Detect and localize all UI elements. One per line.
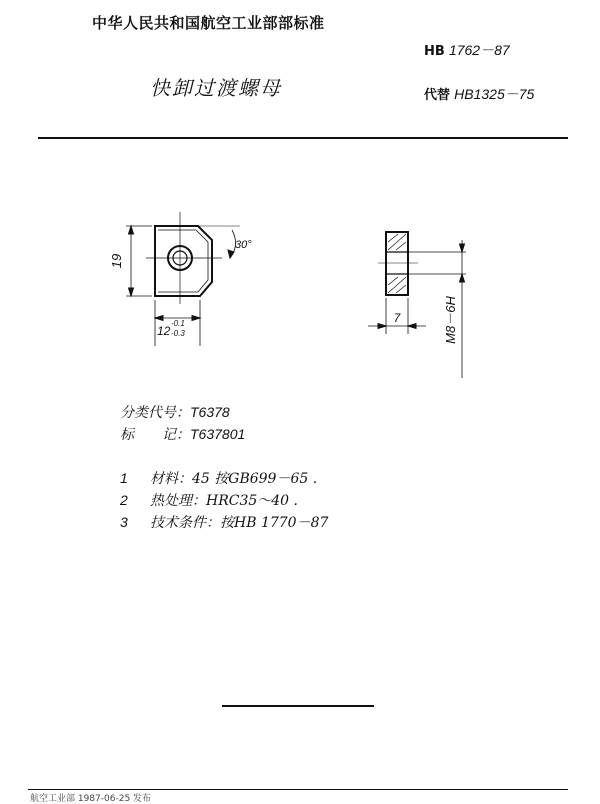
ministry-heading: 中华人民共和国航空工业部部标准 — [92, 14, 325, 32]
width-arrow-left — [155, 316, 163, 321]
classification-code — [120, 402, 230, 422]
width-tolerance-lower: -0.3 — [171, 329, 185, 338]
replaces-prefix: 代替 — [424, 88, 451, 103]
requirement-item — [120, 490, 298, 510]
requirement-index: 2 — [120, 492, 128, 508]
marking-label: 标 记： — [120, 427, 190, 443]
thickness-arrow-right — [408, 324, 416, 329]
thickness-label: 7 — [393, 311, 401, 325]
height-arrow-bottom — [129, 288, 134, 296]
requirement-index: 1 — [120, 470, 128, 486]
angle-arrow — [228, 250, 234, 258]
requirement-label: 热处理： — [150, 493, 206, 509]
height-label: 19 — [109, 253, 124, 269]
requirement-label: 技术条件： — [150, 515, 220, 531]
replaces-number-value: HB1325－75 — [454, 86, 535, 102]
footer-rule — [28, 789, 568, 790]
requirement-item — [120, 512, 328, 532]
thickness-arrow-left — [378, 324, 386, 329]
requirement-value: 按HB 1770－87 — [220, 515, 329, 531]
width-tolerance-upper: -0.1 — [171, 319, 185, 328]
nut-inner-outline — [158, 230, 208, 292]
requirement-value: 45 按GB699－65 . — [192, 471, 318, 487]
width-label: 12 — [157, 324, 171, 338]
section-hatching — [388, 234, 406, 293]
classification-value: T6378 — [190, 404, 230, 420]
side-outline — [386, 232, 408, 295]
standard-prefix: HB — [424, 44, 445, 59]
footer-text: 航空工业部 1987-06-25 发布 — [30, 794, 152, 804]
thread-arrow-bottom — [460, 274, 465, 282]
classification-label: 分类代号： — [120, 405, 190, 421]
standard-number-value: 1762－87 — [448, 42, 510, 58]
requirement-item — [120, 468, 317, 488]
requirement-value: HRC35～40 . — [206, 493, 298, 509]
marking-code — [120, 424, 245, 444]
thread-label: M8－6H — [443, 296, 458, 344]
width-arrow-right — [192, 316, 200, 321]
document-title: 快卸过渡螺母 — [150, 76, 282, 100]
end-rule — [222, 705, 374, 707]
height-arrow-top — [129, 226, 134, 234]
marking-value: T637801 — [190, 426, 246, 442]
angle-label: 30° — [235, 239, 252, 251]
requirement-label: 材料： — [150, 471, 192, 487]
requirement-index: 3 — [120, 514, 128, 530]
thread-arrow-top — [460, 244, 465, 252]
